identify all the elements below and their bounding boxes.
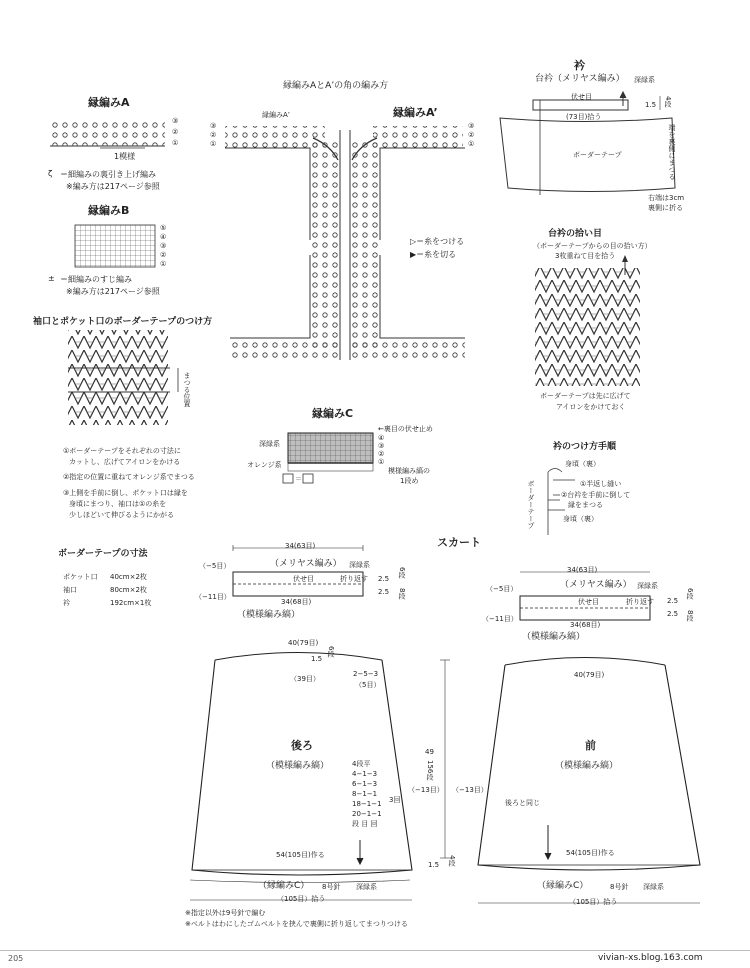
- front-hem-color: 深緑系: [643, 883, 664, 891]
- collar-steps-tape: ボーダーテープ: [527, 480, 535, 529]
- corner-title: 縁編みAとA’の角の編み方: [283, 81, 389, 91]
- back-side: （−13目）: [408, 786, 444, 794]
- edge-b-row-3: ③: [160, 242, 167, 250]
- back-fold: 折り返す: [340, 575, 368, 583]
- tape-size-value-pocket: 40cm×2枚: [110, 573, 147, 581]
- skirt-note-1: ※指定以外は9号針で編む: [185, 909, 266, 917]
- back-mid: （39目）: [290, 675, 320, 683]
- pickup-note-1: ボーダーテープは先に広げて: [540, 392, 631, 400]
- edge-c-row-1: ①: [378, 458, 385, 466]
- front-hem: 54(105目)作る: [566, 849, 615, 857]
- edge-a-title: 縁編みA: [88, 96, 130, 109]
- tape-size-title: ボーダーテープの寸法: [58, 549, 148, 559]
- back-hem-h: 1.5: [428, 861, 440, 869]
- back-inc-total: 3回: [389, 796, 401, 804]
- edge-c-row-4: ④: [378, 434, 385, 442]
- cuff-tape-side: まつる位置: [183, 372, 191, 407]
- front-pattern: （模様編み縞）: [522, 632, 586, 642]
- corner-left-row-3: ③: [210, 122, 217, 130]
- back-pattern: （模様編み縞）: [237, 610, 301, 620]
- collar-title: 衿: [574, 59, 585, 72]
- cuff-note-2: ②指定の位置に重ねてオレンジ系でまつる: [63, 473, 195, 481]
- edge-c-title: 縁編みC: [312, 407, 354, 420]
- back-waist: （メリヤス編み）: [270, 559, 342, 569]
- edge-a-row-2: ②: [172, 128, 179, 136]
- front-body-pattern: （模様編み縞）: [555, 761, 619, 771]
- back-hip-drop: 1.5: [311, 655, 323, 663]
- front-hip: 40(79目): [574, 671, 605, 679]
- edge-a-symbol-icon: ζ: [48, 169, 53, 178]
- back-h2: 2.5: [378, 588, 390, 596]
- pickup-sub-2: 3枚重ねて目を拾う: [555, 252, 616, 260]
- edge-a-chart: [50, 118, 165, 148]
- corner-attach-legend: ▷＝糸をつける: [410, 237, 465, 246]
- back-inc-6: 段 目 回: [352, 820, 378, 828]
- back-length: 49: [425, 748, 434, 756]
- collar-rows: 1.5: [645, 101, 657, 109]
- collar-bindoff: 伏せ目: [571, 93, 592, 101]
- cuff-tape-title: 袖口とポケット口のボーダーテープのつけ方: [33, 317, 213, 327]
- back-inc-2: 6−1−3: [352, 780, 378, 788]
- back-inc-4: 18−1−1: [352, 800, 382, 808]
- cuff-note-3c: 少しほどいて伸びるようにかがる: [69, 511, 174, 519]
- front-waist-color: 深緑系: [637, 582, 658, 590]
- front-bindoff: 伏せ目: [578, 598, 599, 606]
- edge-b-legend: ＝細編みのすじ編み: [60, 275, 132, 284]
- site-url: vivian-xs.blog.163.com: [598, 953, 703, 963]
- edge-b-row-5: ⑤: [160, 224, 167, 232]
- edge-b-ref: ※編み方は217ページ参照: [66, 287, 160, 296]
- edge-c-bindoff: ←裏目の伏せ止め: [378, 425, 433, 433]
- front-same: 後ろと同じ: [505, 799, 540, 807]
- back-waist-color: 深緑系: [349, 561, 370, 569]
- corner-label-left: 縁編みA’: [262, 111, 291, 119]
- edge-c-pattern: 模様編み縞の: [388, 467, 430, 475]
- edge-b-title: 縁編みB: [88, 204, 130, 217]
- edge-b-chart: [75, 225, 155, 267]
- back-m5: （−5目）: [199, 562, 231, 570]
- back-hem-color: 深緑系: [356, 883, 377, 891]
- corner-right-row-3: ③: [468, 122, 475, 130]
- collar-steps-step-2b: 縁をまつる: [568, 501, 603, 509]
- edge-c-deep: 深緑系: [259, 440, 280, 448]
- back-inc-5: 20−1−1: [352, 810, 382, 818]
- edge-b-row-2: ②: [160, 251, 167, 259]
- cuff-tape-diagram: [68, 330, 178, 425]
- cuff-note-3b: 身頃にまつり、袖口は①の糸を: [69, 500, 167, 508]
- corner-cut-legend: ▶＝糸を切る: [410, 250, 457, 259]
- corner-left-row-1: ①: [210, 140, 217, 148]
- back-bindoff: 伏せ目: [293, 575, 314, 583]
- corner-right-row-2: ②: [468, 131, 475, 139]
- front-hem-edge: （縁編みC）: [537, 881, 589, 891]
- collar-count: (73目)拾う: [566, 113, 602, 121]
- front-r2: 8段: [686, 610, 694, 622]
- pickup-note-2: アイロンをかけておく: [556, 403, 626, 411]
- back-r2: 8段: [398, 588, 406, 600]
- back-hip: 40(79目): [288, 639, 319, 647]
- back-hip-rows: 6段: [327, 646, 335, 658]
- front-pickup: （105目）拾う: [569, 898, 618, 906]
- pickup-diagram: [535, 252, 640, 386]
- edge-b-row-4: ④: [160, 233, 167, 241]
- back-hem-rows: 4段: [448, 855, 456, 867]
- back-length-rows: 156段: [426, 760, 434, 781]
- back-top-width: 34(63目): [285, 542, 316, 550]
- front-band: 34(68目): [570, 621, 601, 629]
- tape-size-value-collar: 192cm×1枚: [110, 599, 152, 607]
- corner-right-row-1: ①: [468, 140, 475, 148]
- back-r1: 6段: [398, 567, 406, 579]
- edge-a-unit: 1模様: [114, 152, 136, 161]
- front-m5: （−5目）: [486, 585, 518, 593]
- tape-size-name-pocket: ポケット口: [63, 573, 98, 581]
- back-needle: 8号針: [322, 883, 341, 891]
- edge-c-row-3: ③: [378, 442, 385, 450]
- corner-left-row-2: ②: [210, 131, 217, 139]
- front-top-width: 34(63目): [567, 566, 598, 574]
- back-dec: 2−5−3: [353, 670, 379, 678]
- skirt-center-dim: [440, 660, 450, 858]
- edge-b-row-1: ①: [160, 260, 167, 268]
- collar-steps-step-1: ①半返し縫い: [580, 480, 622, 488]
- cuff-note-3: ③上側を手前に倒し、ポケット口は縁を: [63, 489, 188, 497]
- back-m11: （−11目）: [195, 593, 231, 601]
- back-hem: 54(105目)作る: [276, 851, 325, 859]
- cuff-note-1: ①ボーダーテープをそれぞれの寸法に: [63, 447, 181, 455]
- edge-c-pattern-2: 1段め: [400, 477, 419, 485]
- collar-rows-unit: 4段: [664, 96, 672, 108]
- corner-left-chart: [225, 126, 340, 360]
- collar-side-note: 端を裏側にまつる: [668, 124, 676, 180]
- back-inc-0: 4段平: [352, 760, 371, 768]
- collar-right-note-1: 右端は3cm: [648, 194, 685, 202]
- back-inc-1: 4−1−3: [352, 770, 378, 778]
- skirt-note-2: ※ベルトはわにしたゴムベルトを挟んで裏側に折り返してまつりつける: [185, 920, 408, 928]
- front-h2: 2.5: [667, 610, 679, 618]
- edge-b-symbol-icon: ±: [48, 274, 55, 283]
- collar-steps-step-2: ②台衿を手前に倒して: [561, 491, 631, 499]
- edge-a-ref: ※編み方は217ページ参照: [66, 182, 160, 191]
- collar-tape: ボーダーテープ: [573, 151, 622, 159]
- collar-right-note-2: 裏側に折る: [648, 204, 683, 212]
- edge-a-legend: ＝細編みの裏引き上げ編み: [60, 170, 156, 179]
- edge-a-row-3: ③: [172, 117, 179, 125]
- front-label: 前: [585, 739, 596, 752]
- collar-sub: 台衿（メリヤス編み）: [535, 74, 625, 84]
- back-dec-2: （5目）: [355, 681, 381, 689]
- corner-label-right: 縁編みA’: [393, 106, 438, 119]
- front-waist: （メリヤス編み）: [560, 580, 632, 590]
- front-h1: 2.5: [667, 597, 679, 605]
- front-r1: 6段: [686, 588, 694, 600]
- back-body-pattern: （模様編み縞）: [266, 761, 330, 771]
- pickup-title: 台衿の拾い目: [548, 229, 603, 239]
- back-hem-edge: （縁編みC）: [258, 881, 310, 891]
- tape-size-name-cuff: 袖口: [63, 586, 77, 594]
- back-band: 34(68目): [281, 598, 312, 606]
- collar-steps-title: 衿のつけ方手順: [553, 442, 617, 452]
- collar-steps-body-2: 身頃（裏）: [563, 515, 598, 523]
- page-number: 205: [8, 954, 24, 963]
- back-inc-3: 8−1−1: [352, 790, 378, 798]
- cuff-note-1b: カットし、広げてアイロンをかける: [69, 458, 181, 466]
- skirt-title: スカート: [437, 536, 481, 549]
- front-side: （−13目）: [452, 786, 488, 794]
- tape-size-value-cuff: 80cm×2枚: [110, 586, 147, 594]
- back-h1: 2.5: [378, 575, 390, 583]
- back-label: 後ろ: [291, 739, 313, 752]
- tape-size-name-collar: 衿: [63, 599, 70, 607]
- edge-c-orange: オレンジ系: [247, 461, 282, 469]
- front-fold: 折り返す: [626, 598, 654, 606]
- edge-a-row-1: ①: [172, 139, 179, 147]
- front-needle: 8号針: [610, 883, 629, 891]
- pickup-sub-1: （ボーダーテープからの目の拾い方）: [533, 242, 652, 250]
- back-pickup: （105目）拾う: [277, 895, 326, 903]
- edge-c-row-2: ②: [378, 450, 385, 458]
- collar-color: 深緑系: [634, 76, 655, 84]
- front-m11: （−11目）: [482, 615, 518, 623]
- collar-steps-body-1: 身頃（裏）: [565, 460, 600, 468]
